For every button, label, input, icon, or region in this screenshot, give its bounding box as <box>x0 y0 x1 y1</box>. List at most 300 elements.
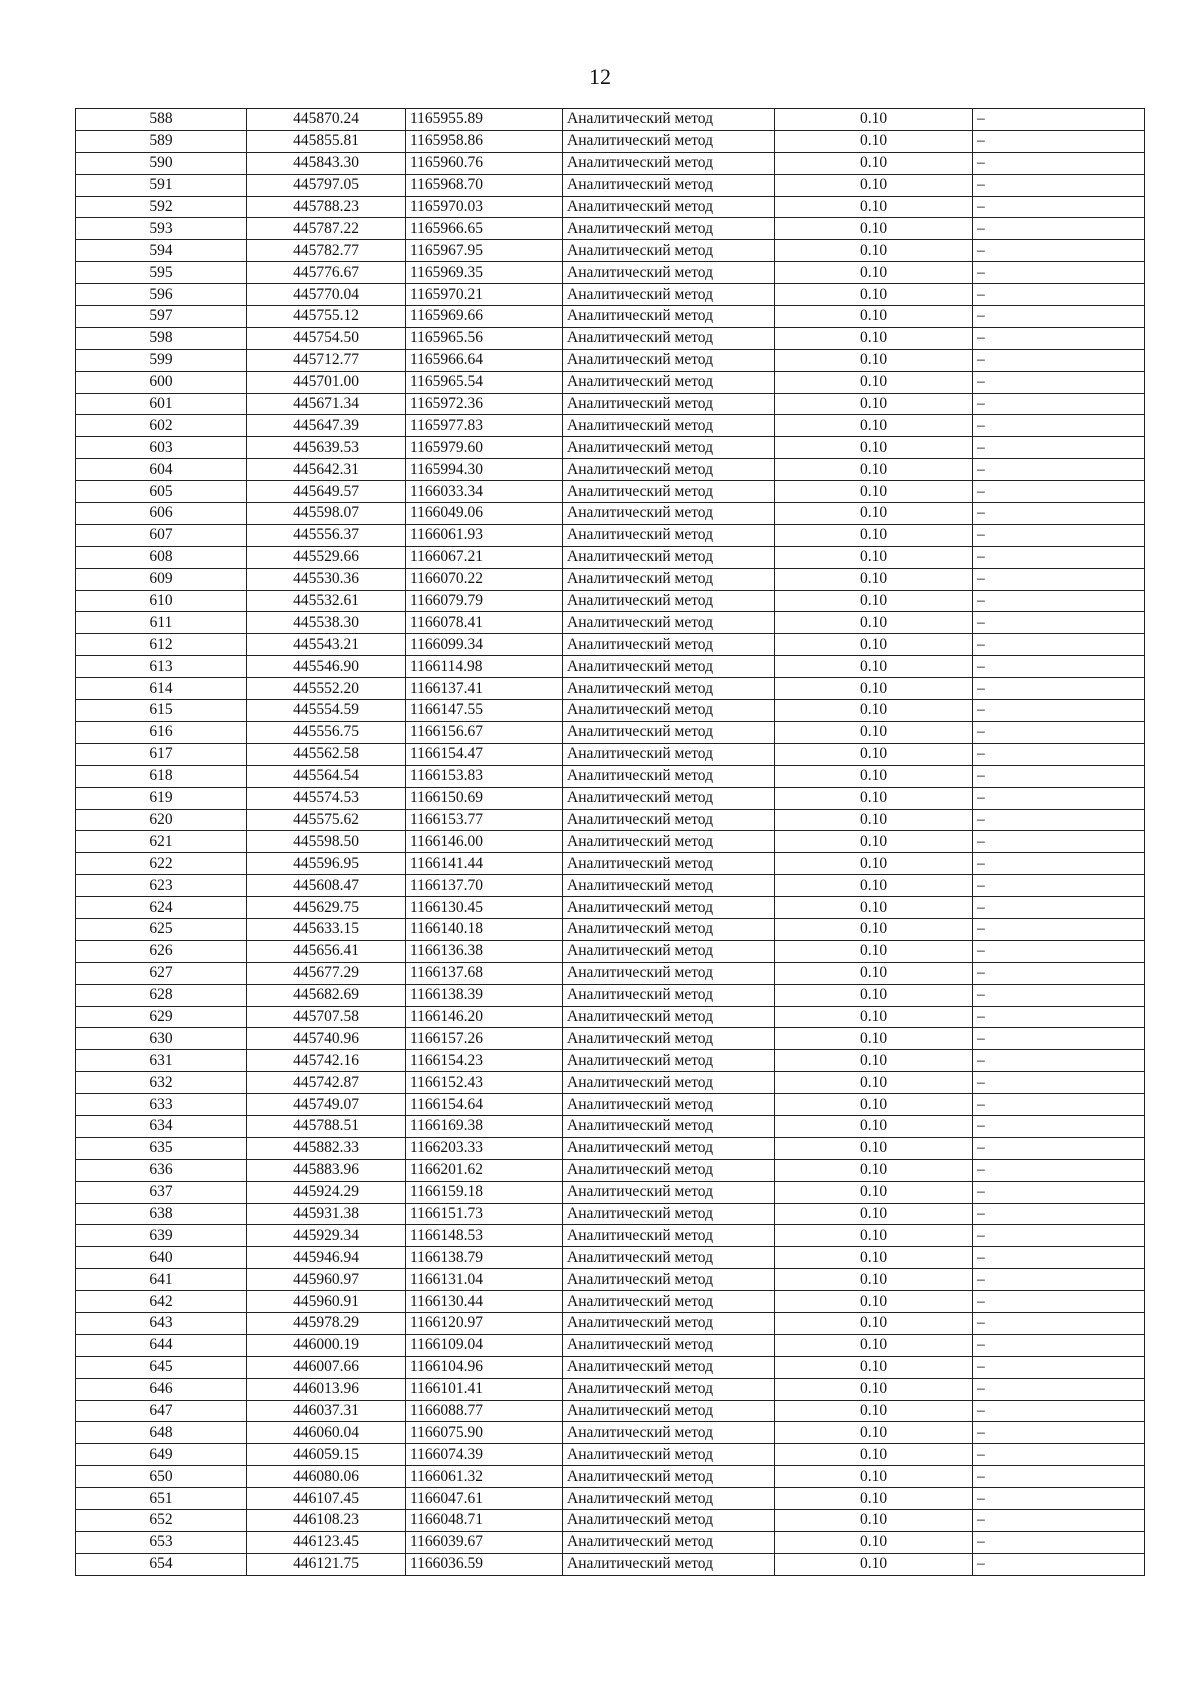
method-cell: Аналитический метод <box>563 327 775 349</box>
point-number-cell: 603 <box>76 437 247 459</box>
y-coordinate-cell: 1166156.67 <box>406 721 563 743</box>
point-number-cell: 637 <box>76 1181 247 1203</box>
method-cell: Аналитический метод <box>563 1488 775 1510</box>
x-coordinate-cell: 445929.34 <box>247 1225 406 1247</box>
method-cell: Аналитический метод <box>563 240 775 262</box>
note-cell: – <box>973 546 1145 568</box>
y-coordinate-cell: 1165972.36 <box>406 393 563 415</box>
y-coordinate-cell: 1166154.47 <box>406 743 563 765</box>
y-coordinate-cell: 1166146.00 <box>406 831 563 853</box>
x-coordinate-cell: 445776.67 <box>247 262 406 284</box>
point-number-cell: 592 <box>76 196 247 218</box>
coordinates-table <box>75 108 1145 1576</box>
point-number-cell: 629 <box>76 1006 247 1028</box>
x-coordinate-cell: 445787.22 <box>247 218 406 240</box>
accuracy-cell: 0.10 <box>775 1334 973 1356</box>
note-cell: – <box>973 327 1145 349</box>
x-coordinate-cell: 446108.23 <box>247 1510 406 1532</box>
point-number-cell: 621 <box>76 831 247 853</box>
y-coordinate-cell: 1166138.79 <box>406 1247 563 1269</box>
y-coordinate-cell: 1165965.56 <box>406 327 563 349</box>
table-row <box>76 787 1145 809</box>
table-row <box>76 393 1145 415</box>
note-cell: – <box>973 765 1145 787</box>
method-cell: Аналитический метод <box>563 853 775 875</box>
x-coordinate-cell: 446007.66 <box>247 1356 406 1378</box>
y-coordinate-cell: 1166151.73 <box>406 1203 563 1225</box>
x-coordinate-cell: 445564.54 <box>247 765 406 787</box>
method-cell: Аналитический метод <box>563 831 775 853</box>
note-cell: – <box>973 174 1145 196</box>
accuracy-cell: 0.10 <box>775 1159 973 1181</box>
x-coordinate-cell: 445712.77 <box>247 349 406 371</box>
x-coordinate-cell: 445978.29 <box>247 1312 406 1334</box>
method-cell: Аналитический метод <box>563 218 775 240</box>
note-cell: – <box>973 897 1145 919</box>
y-coordinate-cell: 1166148.53 <box>406 1225 563 1247</box>
y-coordinate-cell: 1165970.03 <box>406 196 563 218</box>
y-coordinate-cell: 1166201.62 <box>406 1159 563 1181</box>
point-number-cell: 641 <box>76 1269 247 1291</box>
accuracy-cell: 0.10 <box>775 1312 973 1334</box>
x-coordinate-cell: 445562.58 <box>247 743 406 765</box>
y-coordinate-cell: 1166049.06 <box>406 503 563 525</box>
method-cell: Аналитический метод <box>563 634 775 656</box>
y-coordinate-cell: 1166039.67 <box>406 1531 563 1553</box>
note-cell: – <box>973 831 1145 853</box>
x-coordinate-cell: 445931.38 <box>247 1203 406 1225</box>
y-coordinate-cell: 1166157.26 <box>406 1028 563 1050</box>
method-cell: Аналитический метод <box>563 940 775 962</box>
method-cell: Аналитический метод <box>563 437 775 459</box>
point-number-cell: 615 <box>76 700 247 722</box>
accuracy-cell: 0.10 <box>775 634 973 656</box>
table-row <box>76 831 1145 853</box>
accuracy-cell: 0.10 <box>775 1531 973 1553</box>
method-cell: Аналитический метод <box>563 984 775 1006</box>
x-coordinate-cell: 445797.05 <box>247 174 406 196</box>
x-coordinate-cell: 445924.29 <box>247 1181 406 1203</box>
table-row <box>76 765 1145 787</box>
note-cell: – <box>973 940 1145 962</box>
accuracy-cell: 0.10 <box>775 721 973 743</box>
accuracy-cell: 0.10 <box>775 1378 973 1400</box>
note-cell: – <box>973 743 1145 765</box>
table-row <box>76 306 1145 328</box>
note-cell: – <box>973 503 1145 525</box>
accuracy-cell: 0.10 <box>775 1553 973 1575</box>
note-cell: – <box>973 437 1145 459</box>
accuracy-cell: 0.10 <box>775 503 973 525</box>
note-cell: – <box>973 152 1145 174</box>
y-coordinate-cell: 1166036.59 <box>406 1553 563 1575</box>
x-coordinate-cell: 445740.96 <box>247 1028 406 1050</box>
method-cell: Аналитический метод <box>563 1159 775 1181</box>
page-number: 12 <box>589 64 611 89</box>
table-row <box>76 152 1145 174</box>
accuracy-cell: 0.10 <box>775 1203 973 1225</box>
x-coordinate-cell: 445556.37 <box>247 524 406 546</box>
point-number-cell: 610 <box>76 590 247 612</box>
point-number-cell: 616 <box>76 721 247 743</box>
point-number-cell: 640 <box>76 1247 247 1269</box>
note-cell: – <box>973 1488 1145 1510</box>
point-number-cell: 625 <box>76 918 247 940</box>
x-coordinate-cell: 445554.59 <box>247 700 406 722</box>
x-coordinate-cell: 445770.04 <box>247 284 406 306</box>
point-number-cell: 618 <box>76 765 247 787</box>
method-cell: Аналитический метод <box>563 1072 775 1094</box>
y-coordinate-cell: 1166203.33 <box>406 1137 563 1159</box>
note-cell: – <box>973 196 1145 218</box>
note-cell: – <box>973 1334 1145 1356</box>
accuracy-cell: 0.10 <box>775 831 973 853</box>
table-row <box>76 1422 1145 1444</box>
note-cell: – <box>973 481 1145 503</box>
method-cell: Аналитический метод <box>563 1137 775 1159</box>
x-coordinate-cell: 445755.12 <box>247 306 406 328</box>
accuracy-cell: 0.10 <box>775 524 973 546</box>
table-row <box>76 612 1145 634</box>
method-cell: Аналитический метод <box>563 962 775 984</box>
point-number-cell: 600 <box>76 371 247 393</box>
method-cell: Аналитический метод <box>563 1181 775 1203</box>
table-row <box>76 437 1145 459</box>
table-row <box>76 174 1145 196</box>
note-cell: – <box>973 1269 1145 1291</box>
y-coordinate-cell: 1165965.54 <box>406 371 563 393</box>
note-cell: – <box>973 1094 1145 1116</box>
point-number-cell: 635 <box>76 1137 247 1159</box>
method-cell: Аналитический метод <box>563 349 775 371</box>
accuracy-cell: 0.10 <box>775 1225 973 1247</box>
accuracy-cell: 0.10 <box>775 415 973 437</box>
point-number-cell: 599 <box>76 349 247 371</box>
method-cell: Аналитический метод <box>563 130 775 152</box>
table-row <box>76 349 1145 371</box>
note-cell: – <box>973 962 1145 984</box>
y-coordinate-cell: 1166140.18 <box>406 918 563 940</box>
point-number-cell: 601 <box>76 393 247 415</box>
note-cell: – <box>973 240 1145 262</box>
method-cell: Аналитический метод <box>563 678 775 700</box>
method-cell: Аналитический метод <box>563 1028 775 1050</box>
note-cell: – <box>973 1531 1145 1553</box>
note-cell: – <box>973 1181 1145 1203</box>
y-coordinate-cell: 1166159.18 <box>406 1181 563 1203</box>
x-coordinate-cell: 445538.30 <box>247 612 406 634</box>
method-cell: Аналитический метод <box>563 612 775 634</box>
note-cell: – <box>973 415 1145 437</box>
x-coordinate-cell: 445596.95 <box>247 853 406 875</box>
point-number-cell: 639 <box>76 1225 247 1247</box>
table-row <box>76 1225 1145 1247</box>
table-row <box>76 524 1145 546</box>
x-coordinate-cell: 445870.24 <box>247 109 406 131</box>
y-coordinate-cell: 1165979.60 <box>406 437 563 459</box>
table-row <box>76 1094 1145 1116</box>
accuracy-cell: 0.10 <box>775 765 973 787</box>
point-number-cell: 607 <box>76 524 247 546</box>
method-cell: Аналитический метод <box>563 656 775 678</box>
accuracy-cell: 0.10 <box>775 437 973 459</box>
y-coordinate-cell: 1166114.98 <box>406 656 563 678</box>
y-coordinate-cell: 1166147.55 <box>406 700 563 722</box>
table-row <box>76 1006 1145 1028</box>
y-coordinate-cell: 1166104.96 <box>406 1356 563 1378</box>
x-coordinate-cell: 445707.58 <box>247 1006 406 1028</box>
point-number-cell: 627 <box>76 962 247 984</box>
point-number-cell: 608 <box>76 546 247 568</box>
note-cell: – <box>973 459 1145 481</box>
point-number-cell: 654 <box>76 1553 247 1575</box>
point-number-cell: 613 <box>76 656 247 678</box>
point-number-cell: 593 <box>76 218 247 240</box>
point-number-cell: 590 <box>76 152 247 174</box>
note-cell: – <box>973 809 1145 831</box>
accuracy-cell: 0.10 <box>775 743 973 765</box>
method-cell: Аналитический метод <box>563 918 775 940</box>
y-coordinate-cell: 1165958.86 <box>406 130 563 152</box>
x-coordinate-cell: 446059.15 <box>247 1444 406 1466</box>
point-number-cell: 634 <box>76 1115 247 1137</box>
point-number-cell: 604 <box>76 459 247 481</box>
x-coordinate-cell: 445749.07 <box>247 1094 406 1116</box>
accuracy-cell: 0.10 <box>775 918 973 940</box>
y-coordinate-cell: 1165970.21 <box>406 284 563 306</box>
note-cell: – <box>973 1137 1145 1159</box>
accuracy-cell: 0.10 <box>775 962 973 984</box>
table-row <box>76 459 1145 481</box>
method-cell: Аналитический метод <box>563 875 775 897</box>
x-coordinate-cell: 446037.31 <box>247 1400 406 1422</box>
accuracy-cell: 0.10 <box>775 1291 973 1313</box>
x-coordinate-cell: 445742.87 <box>247 1072 406 1094</box>
y-coordinate-cell: 1166137.41 <box>406 678 563 700</box>
note-cell: – <box>973 1466 1145 1488</box>
method-cell: Аналитический метод <box>563 765 775 787</box>
point-number-cell: 648 <box>76 1422 247 1444</box>
table-row <box>76 897 1145 919</box>
point-number-cell: 628 <box>76 984 247 1006</box>
x-coordinate-cell: 445647.39 <box>247 415 406 437</box>
table-row <box>76 481 1145 503</box>
point-number-cell: 643 <box>76 1312 247 1334</box>
note-cell: – <box>973 393 1145 415</box>
table-row <box>76 984 1145 1006</box>
point-number-cell: 591 <box>76 174 247 196</box>
method-cell: Аналитический метод <box>563 262 775 284</box>
table-row <box>76 1444 1145 1466</box>
x-coordinate-cell: 445543.21 <box>247 634 406 656</box>
method-cell: Аналитический метод <box>563 743 775 765</box>
method-cell: Аналитический метод <box>563 1247 775 1269</box>
note-cell: – <box>973 700 1145 722</box>
method-cell: Аналитический метод <box>563 1553 775 1575</box>
table-row <box>76 196 1145 218</box>
method-cell: Аналитический метод <box>563 152 775 174</box>
accuracy-cell: 0.10 <box>775 196 973 218</box>
accuracy-cell: 0.10 <box>775 700 973 722</box>
table-row <box>76 327 1145 349</box>
x-coordinate-cell: 445633.15 <box>247 918 406 940</box>
note-cell: – <box>973 1553 1145 1575</box>
x-coordinate-cell: 446080.06 <box>247 1466 406 1488</box>
y-coordinate-cell: 1166152.43 <box>406 1072 563 1094</box>
accuracy-cell: 0.10 <box>775 1181 973 1203</box>
note-cell: – <box>973 1444 1145 1466</box>
note-cell: – <box>973 853 1145 875</box>
y-coordinate-cell: 1166154.23 <box>406 1050 563 1072</box>
y-coordinate-cell: 1166109.04 <box>406 1334 563 1356</box>
note-cell: – <box>973 634 1145 656</box>
method-cell: Аналитический метод <box>563 1378 775 1400</box>
accuracy-cell: 0.10 <box>775 875 973 897</box>
y-coordinate-cell: 1165967.95 <box>406 240 563 262</box>
table-row <box>76 1356 1145 1378</box>
table-row <box>76 568 1145 590</box>
table-row <box>76 1488 1145 1510</box>
method-cell: Аналитический метод <box>563 568 775 590</box>
point-number-cell: 614 <box>76 678 247 700</box>
table-row <box>76 1334 1145 1356</box>
x-coordinate-cell: 446121.75 <box>247 1553 406 1575</box>
table-row <box>76 1159 1145 1181</box>
accuracy-cell: 0.10 <box>775 218 973 240</box>
table-row <box>76 1137 1145 1159</box>
accuracy-cell: 0.10 <box>775 459 973 481</box>
note-cell: – <box>973 1312 1145 1334</box>
note-cell: – <box>973 1072 1145 1094</box>
x-coordinate-cell: 445649.57 <box>247 481 406 503</box>
note-cell: – <box>973 109 1145 131</box>
point-number-cell: 605 <box>76 481 247 503</box>
point-number-cell: 595 <box>76 262 247 284</box>
method-cell: Аналитический метод <box>563 1115 775 1137</box>
accuracy-cell: 0.10 <box>775 481 973 503</box>
accuracy-cell: 0.10 <box>775 787 973 809</box>
y-coordinate-cell: 1166146.20 <box>406 1006 563 1028</box>
point-number-cell: 619 <box>76 787 247 809</box>
accuracy-cell: 0.10 <box>775 568 973 590</box>
x-coordinate-cell: 445855.81 <box>247 130 406 152</box>
point-number-cell: 620 <box>76 809 247 831</box>
method-cell: Аналитический метод <box>563 1050 775 1072</box>
note-cell: – <box>973 568 1145 590</box>
note-cell: – <box>973 1159 1145 1181</box>
x-coordinate-cell: 445682.69 <box>247 984 406 1006</box>
note-cell: – <box>973 1225 1145 1247</box>
point-number-cell: 598 <box>76 327 247 349</box>
method-cell: Аналитический метод <box>563 1269 775 1291</box>
y-coordinate-cell: 1166047.61 <box>406 1488 563 1510</box>
accuracy-cell: 0.10 <box>775 1247 973 1269</box>
note-cell: – <box>973 787 1145 809</box>
note-cell: – <box>973 984 1145 1006</box>
y-coordinate-cell: 1166099.34 <box>406 634 563 656</box>
accuracy-cell: 0.10 <box>775 897 973 919</box>
table-row <box>76 218 1145 240</box>
x-coordinate-cell: 445530.36 <box>247 568 406 590</box>
table-row <box>76 962 1145 984</box>
y-coordinate-cell: 1165955.89 <box>406 109 563 131</box>
y-coordinate-cell: 1166137.70 <box>406 875 563 897</box>
x-coordinate-cell: 445546.90 <box>247 656 406 678</box>
table-row <box>76 700 1145 722</box>
note-cell: – <box>973 284 1145 306</box>
table-row <box>76 853 1145 875</box>
note-cell: – <box>973 590 1145 612</box>
x-coordinate-cell: 445843.30 <box>247 152 406 174</box>
x-coordinate-cell: 445882.33 <box>247 1137 406 1159</box>
accuracy-cell: 0.10 <box>775 1072 973 1094</box>
note-cell: – <box>973 1203 1145 1225</box>
method-cell: Аналитический метод <box>563 1334 775 1356</box>
accuracy-cell: 0.10 <box>775 546 973 568</box>
table-row <box>76 503 1145 525</box>
accuracy-cell: 0.10 <box>775 1006 973 1028</box>
table-row <box>76 634 1145 656</box>
y-coordinate-cell: 1166074.39 <box>406 1444 563 1466</box>
y-coordinate-cell: 1165966.64 <box>406 349 563 371</box>
method-cell: Аналитический метод <box>563 109 775 131</box>
note-cell: – <box>973 1422 1145 1444</box>
table-row <box>76 262 1145 284</box>
method-cell: Аналитический метод <box>563 546 775 568</box>
table-row <box>76 918 1145 940</box>
point-number-cell: 589 <box>76 130 247 152</box>
x-coordinate-cell: 445642.31 <box>247 459 406 481</box>
method-cell: Аналитический метод <box>563 897 775 919</box>
table-row <box>76 1400 1145 1422</box>
point-number-cell: 617 <box>76 743 247 765</box>
table-row <box>76 284 1145 306</box>
table-row <box>76 1028 1145 1050</box>
x-coordinate-cell: 445677.29 <box>247 962 406 984</box>
table-row <box>76 809 1145 831</box>
method-cell: Аналитический метод <box>563 1312 775 1334</box>
table-row <box>76 656 1145 678</box>
y-coordinate-cell: 1166079.79 <box>406 590 563 612</box>
x-coordinate-cell: 445598.07 <box>247 503 406 525</box>
x-coordinate-cell: 445574.53 <box>247 787 406 809</box>
x-coordinate-cell: 445639.53 <box>247 437 406 459</box>
note-cell: – <box>973 218 1145 240</box>
accuracy-cell: 0.10 <box>775 327 973 349</box>
x-coordinate-cell: 445671.34 <box>247 393 406 415</box>
point-number-cell: 602 <box>76 415 247 437</box>
method-cell: Аналитический метод <box>563 306 775 328</box>
coordinates-table-body <box>76 109 1145 1576</box>
table-row <box>76 415 1145 437</box>
point-number-cell: 594 <box>76 240 247 262</box>
note-cell: – <box>973 371 1145 393</box>
note-cell: – <box>973 306 1145 328</box>
note-cell: – <box>973 1291 1145 1313</box>
table-row <box>76 678 1145 700</box>
note-cell: – <box>973 349 1145 371</box>
accuracy-cell: 0.10 <box>775 984 973 1006</box>
method-cell: Аналитический метод <box>563 459 775 481</box>
table-row <box>76 1531 1145 1553</box>
point-number-cell: 633 <box>76 1094 247 1116</box>
method-cell: Аналитический метод <box>563 174 775 196</box>
method-cell: Аналитический метод <box>563 1356 775 1378</box>
accuracy-cell: 0.10 <box>775 1028 973 1050</box>
y-coordinate-cell: 1166137.68 <box>406 962 563 984</box>
table-row <box>76 1312 1145 1334</box>
x-coordinate-cell: 445788.23 <box>247 196 406 218</box>
